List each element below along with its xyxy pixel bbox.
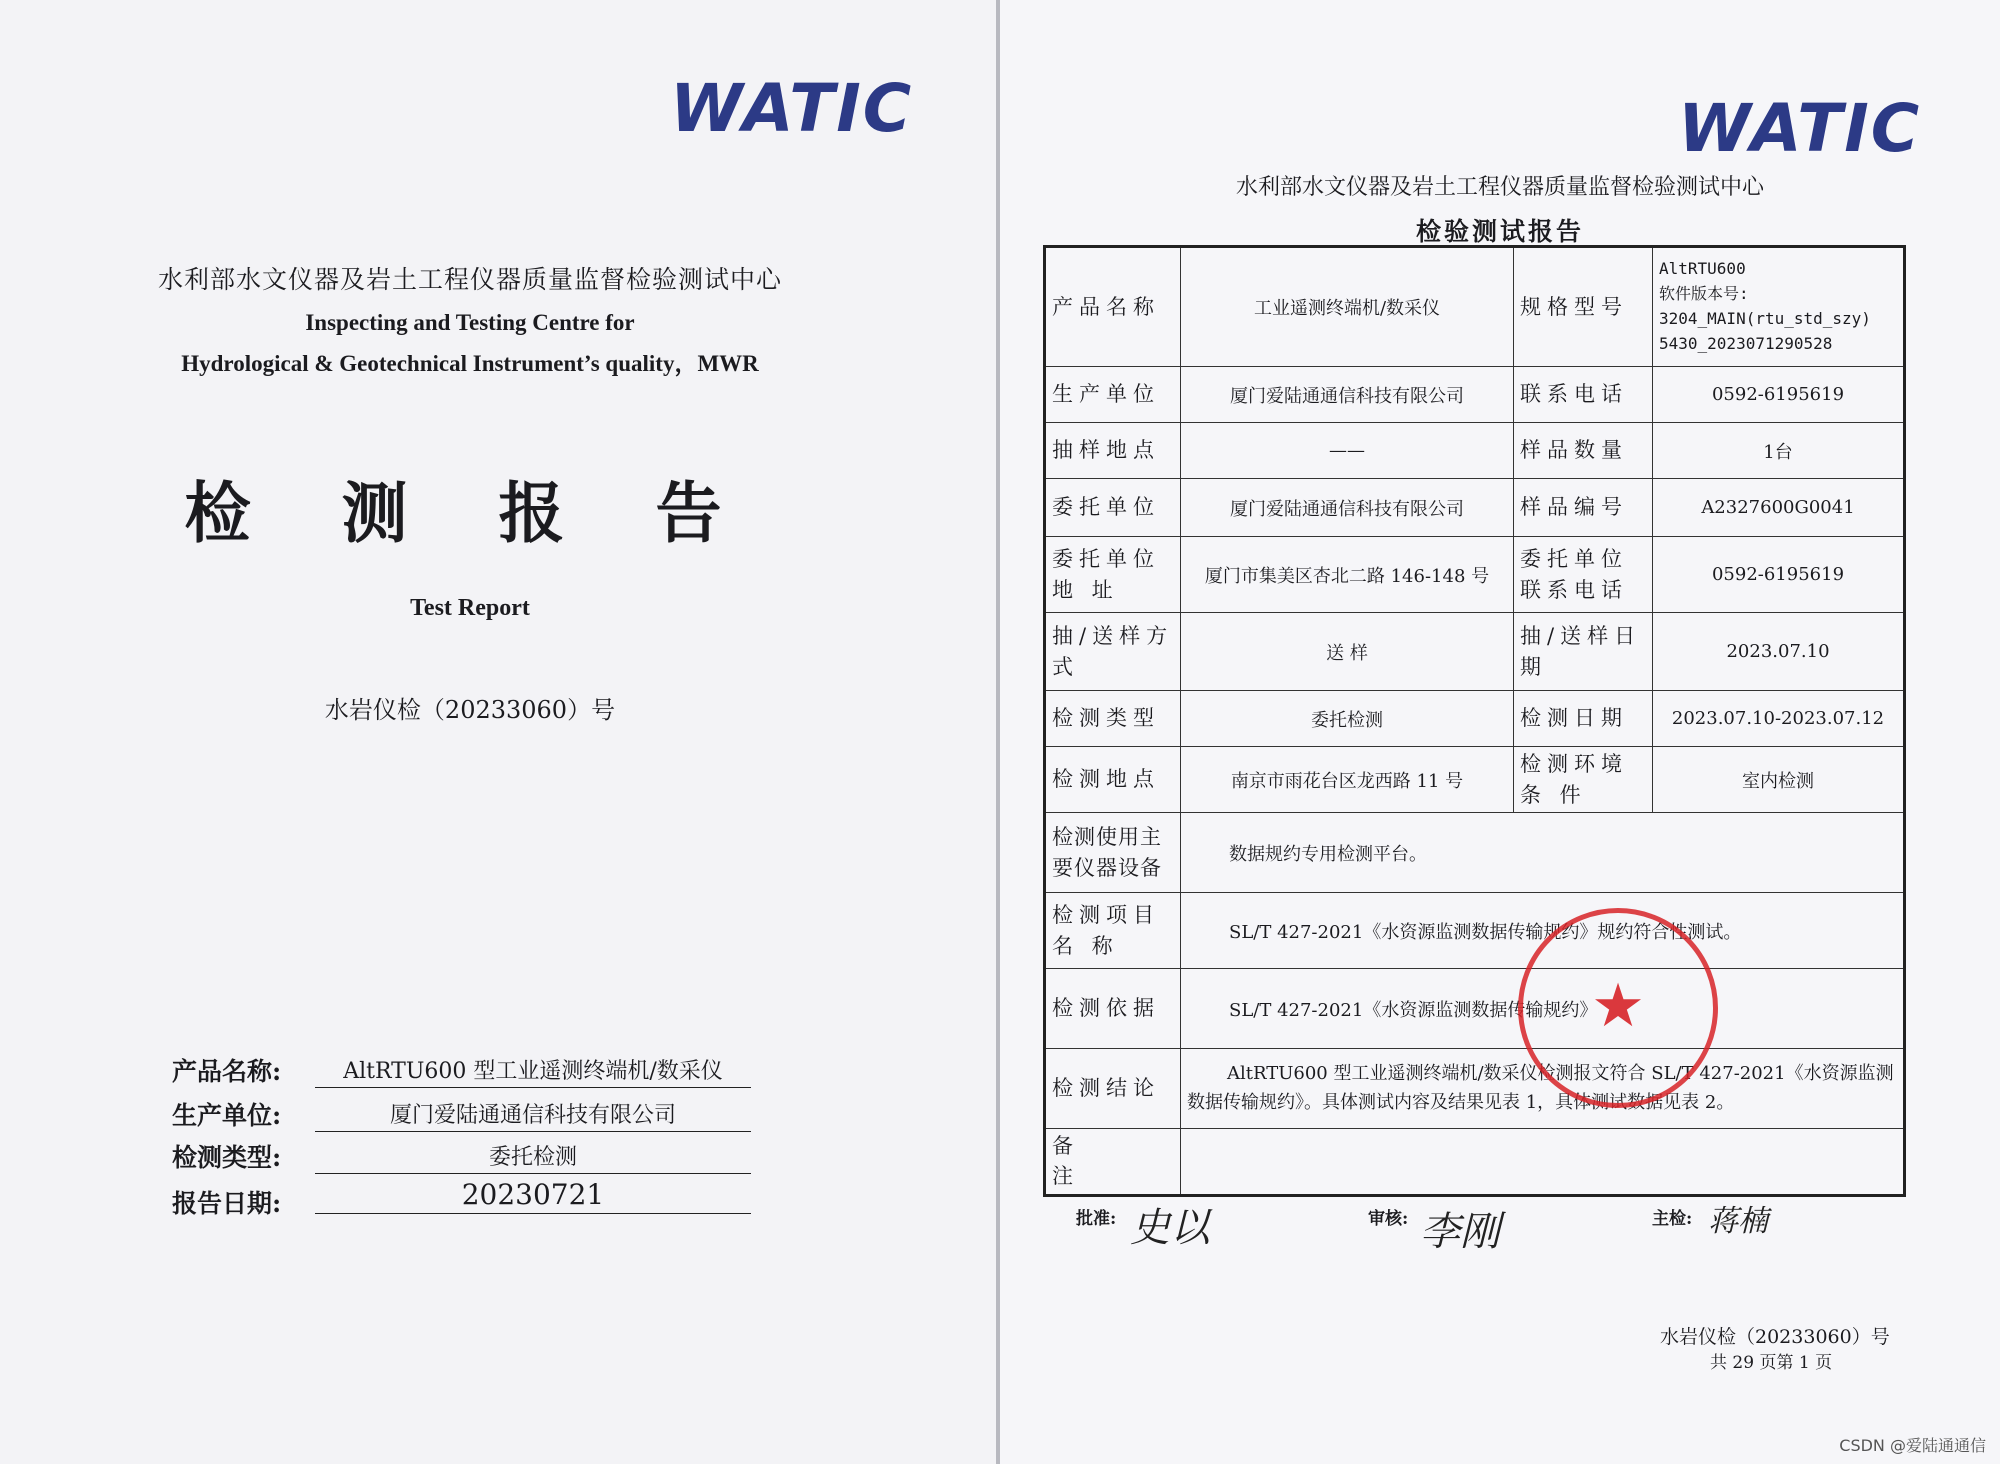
value-equipment: 数据规约专用检测平台。 [1181,813,1905,893]
review-signature: 李刚 [1420,1209,1500,1255]
value-test-basis: SL/T 427-2021《水资源监测数据传输规约》 [1181,969,1905,1049]
value-test-place: 南京市雨花台区龙西路 11 号 [1181,747,1514,813]
report-table [1043,245,1906,1197]
label-send-date: 抽/送样日 期 [1514,613,1653,691]
label-sample-no: 样品编号 [1514,479,1653,537]
review-label: 审核: [1368,1209,1409,1229]
value-product-name: 工业遥测终端机/数采仪 [1181,247,1514,367]
watic-logo-right: WATIC [1678,90,1922,167]
value-sampling-place: —— [1181,423,1514,479]
table-row [1045,691,1905,747]
footer-page-info: 共 29 页第 1 页 [1710,1353,1833,1373]
report-number: 水岩仪检（20233060）号 [324,696,616,724]
report-title-cn: 检 测 报 告 [184,474,756,552]
value-phone: 0592-6195619 [1653,367,1905,423]
value-environment: 室内检测 [1653,747,1905,813]
label-product-name: 产品名称 [1045,247,1181,367]
table-row [1045,1129,1905,1196]
table-row [1045,423,1905,479]
field-label-producer: 生产单位: [172,1101,282,1130]
watermark: CSDN @爱陆通通信 [1839,1436,1986,1455]
model-line: AltRTU600 [1659,259,1746,279]
approve-signature: 史以 [1130,1205,1210,1251]
field-value-report-date: 20230721 [315,1178,751,1214]
model-line: 软件版本号: [1659,284,1749,304]
label-test-date: 检测日期 [1514,691,1653,747]
field-label-product: 产品名称: [172,1057,282,1086]
label-test-place: 检测地点 [1045,747,1181,813]
table-row [1045,537,1905,613]
value-conclusion: AltRTU600 型工业遥测终端机/数采仪检测报文符合 SL/T 427-2021《水资源监测数据传输规约》。具体测试内容及结果见表 1，具体测试数据见表 2。 [1181,1049,1905,1129]
footer-report-number: 水岩仪检（20233060）号 [1660,1326,1890,1348]
field-label-report-date: 报告日期: [172,1189,282,1218]
value-send-date: 2023.07.10 [1653,613,1905,691]
table-row [1045,747,1905,813]
field-value-test-type: 委托检测 [315,1140,751,1174]
field-value-product: AltRTU600 型工业遥测终端机/数采仪 [315,1054,751,1088]
model-line: 5430_2023071290528 [1659,333,1833,353]
org-name-cn: 水利部水文仪器及岩土工程仪器质量监督检验测试中心 [157,265,782,294]
label-equipment: 检测使用主要仪器设备 [1045,813,1181,893]
label-test-type: 检测类型 [1045,691,1181,747]
table-row [1045,479,1905,537]
label-model: 规格型号 [1514,247,1653,367]
label-send-method: 抽/送样方 式 [1045,613,1181,691]
label-producer: 生产单位 [1045,367,1181,423]
table-row [1045,1049,1905,1129]
model-line: 3204_MAIN(rtu_std_szy) [1659,309,1871,328]
seal-star-icon: ★ [1591,971,1645,1041]
value-sample-no: A2327600G0041 [1653,479,1905,537]
official-red-seal [1518,908,1718,1108]
field-value-producer: 厦门爱陆通通信科技有限公司 [315,1098,751,1132]
label-conclusion: 检测结论 [1045,1049,1181,1129]
left-page [0,0,996,1464]
approve-label: 批准: [1076,1209,1117,1229]
value-client-address: 厦门市集美区杏北二路 146-148 号 [1181,537,1514,613]
table-row [1045,969,1905,1049]
inspect-signature: 蒋楠 [1708,1204,1768,1239]
org-name-en-line1: Inspecting and Testing Centre for [305,310,635,335]
label-quantity: 样品数量 [1514,423,1653,479]
value-model [1653,247,1905,367]
table-row [1045,813,1905,893]
value-remark [1181,1129,1905,1196]
value-test-type: 委托检测 [1181,691,1514,747]
inspection-report-title: 检验测试报告 [1415,217,1584,246]
value-test-date: 2023.07.10-2023.07.12 [1653,691,1905,747]
value-client: 厦门爱陆通通信科技有限公司 [1181,479,1514,537]
label-sampling-place: 抽样地点 [1045,423,1181,479]
report-title-en: Test Report [410,595,530,621]
table-row [1045,367,1905,423]
org-name-en-line2: Hydrological & Geotechnical Instrument’s quality，MWR [181,351,759,376]
label-client: 委托单位 [1045,479,1181,537]
value-send-method: 送 样 [1181,613,1514,691]
table-row [1045,893,1905,969]
label-remark: 备 注 [1045,1129,1181,1196]
label-client-address: 委托单位地 址 [1045,537,1181,613]
inspect-label: 主检: [1652,1209,1693,1229]
label-phone: 联系电话 [1514,367,1653,423]
value-quantity: 1台 [1653,423,1905,479]
field-label-test-type: 检测类型: [172,1143,282,1172]
watic-logo: WATIC [670,70,914,147]
table-row [1045,613,1905,691]
value-client-phone: 0592-6195619 [1653,537,1905,613]
label-test-item: 检测项目名 称 [1045,893,1181,969]
label-client-phone: 委托单位联系电话 [1514,537,1653,613]
value-producer: 厦门爱陆通通信科技有限公司 [1181,367,1514,423]
value-test-item: SL/T 427-2021《水资源监测数据传输规约》规约符合性测试。 [1181,893,1905,969]
table-row [1045,247,1905,367]
org-name-cn-right: 水利部水文仪器及岩土工程仪器质量监督检验测试中心 [1235,175,1764,200]
label-test-basis: 检测依据 [1045,969,1181,1049]
label-environment: 检测环境条 件 [1514,747,1653,813]
